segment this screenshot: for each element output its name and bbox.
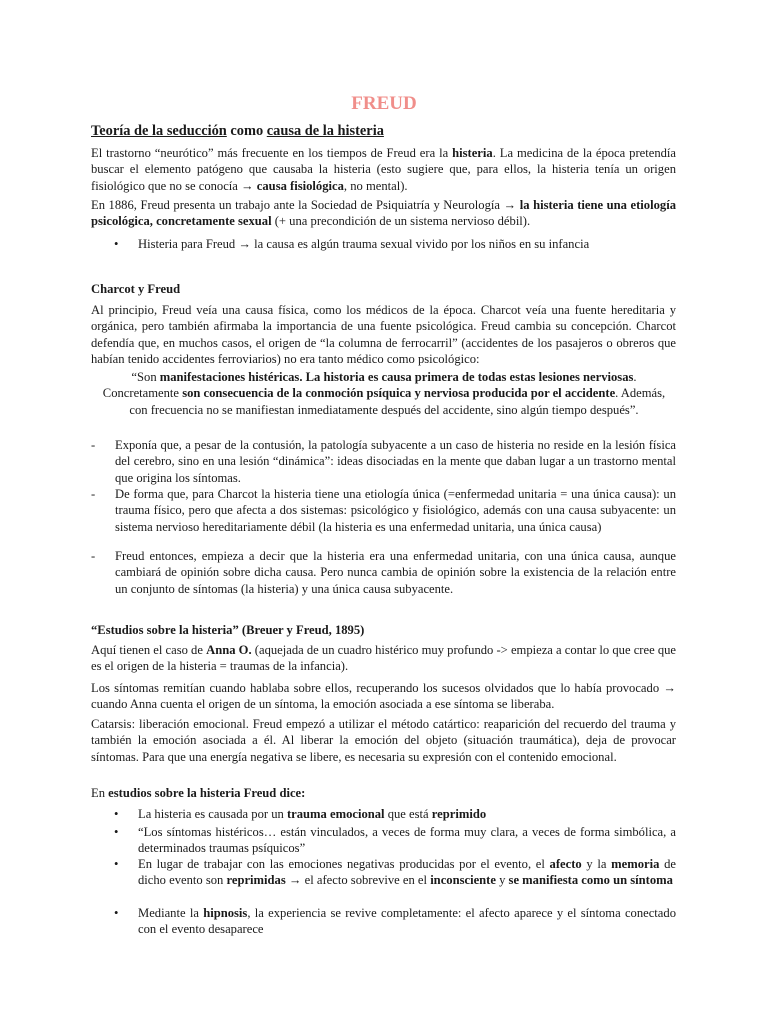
arrow-icon: →: [288, 873, 302, 888]
paragraph-anna: Aquí tienen el caso de Anna O. (aquejada de un cuadro histérico muy profundo -> empieza a contar lo que cree que es el origen de la histeria = traumas de la infancia).: [91, 643, 677, 674]
bullet-icon: •: [114, 807, 119, 821]
paragraph-freud-dice: En estudios sobre la histeria Freud dice:: [91, 786, 306, 800]
list-item: • Mediante la hipnosis, la experiencia se revive completamente: el afecto aparece y el síntoma conectado con el evento desaparece: [114, 906, 676, 937]
dash-icon: -: [91, 487, 96, 501]
paragraph-charcot: Al principio, Freud veía una causa física, como los médicos de la época. Charcot veía una fuente hereditaria y orgánica, pero también afirmaba la importancia de una fuente psicológica. Freud cambia su concepción. Charcot defendía que, en muchos casos, el origen de “la columna de ferrocarril” (accidentes de los pasajeros o obreros que habían tenido accidentes ferroviarios) no era tanto médico como psicológico:: [91, 303, 676, 366]
dash-item: - Freud entonces, empieza a decir que la histeria era una enfermedad unitaria, con una única causa, aunque cambiará de opinión sobre dicha causa. Pero nunca cambia de opinión sobre la existencia de la relación entre un conjunto de síntomas (la histeria) y una única causa subyacente.: [91, 549, 676, 596]
list-item: • Histeria para Freud → la causa es algún trauma sexual vivido por los niños en su infancia: [114, 237, 590, 251]
bullet-icon: •: [114, 906, 119, 920]
quote-block: “Son manifestaciones histéricas. La historia es causa primera de todas estas lesiones nerviosas. Concretamente son consecuencia de la conmoción psíquica y nerviosa producida por el accidente. Además, con frecuencia no se manifiestan inmediatamente después del accidente, sino algún tiempo después”.: [102, 370, 666, 417]
dash-item: - De forma que, para Charcot la histeria tiene una etiología única (=enfermedad unitaria = una única causa): un trauma físico, pero que afecta a dos sistemas: psicológico y fisiológico, además con una causa subyacente: un sistema nervioso hereditariamente débil (la histeria es una enfermedad unitaria, una única causa): [91, 487, 676, 534]
arrow-icon: →: [503, 198, 517, 212]
bullet-icon: •: [114, 237, 119, 251]
section-heading-estudios: “Estudios sobre la histeria” (Breuer y Freud, 1895): [91, 623, 365, 637]
section-heading-seduction: Teoría de la seducción como causa de la histeria: [91, 123, 384, 139]
list-item: • La histeria es causada por un trauma emocional que está reprimido: [114, 807, 487, 821]
bullet-icon: •: [114, 857, 119, 871]
paragraph-histeria-intro: El trastorno “neurótico” más frecuente en los tiempos de Freud era la histeria. La medicina de la época pretendía buscar el elemento patógeno que causaba la histeria (esto sugiere que, para ellos, la histeria tenía un origen fisiológico que no se conocía → causa fisiológica, no mental).: [91, 146, 677, 193]
paragraph-catarsis: Catarsis: liberación emocional. Freud empezó a utilizar el método catártico: reaparición del recuerdo del trauma y también la emoción asociada a él. Al liberar la emoción del objeto (situación traumática), deja de provocar síntomas. Para que una energía negativa se libere, es necesaria su expresión con el contenido emocional.: [91, 717, 676, 764]
arrow-icon: →: [663, 681, 676, 695]
list-item: • En lugar de trabajar con las emociones negativas producidas por el evento, el afecto y la memoria de dicho evento son reprimidas → el afecto sobrevive en el inconsciente y se manifiesta como un síntoma: [114, 857, 676, 888]
dash-item: - Exponía que, a pesar de la contusión, la patología subyacente a un caso de histeria no reside en la lesión física del cerebro, sino en una lesión “dinámica”: ideas disociadas en la mente que daban lugar a un trastorno mental que origina los síntomas.: [91, 438, 676, 485]
list-item: • “Los síntomas histéricos… están vinculados, a veces de forma muy clara, a veces de forma simbólica, a determinados traumas psíquicos”: [114, 825, 676, 856]
section-heading-charcot: Charcot y Freud: [91, 282, 181, 296]
bullet-icon: •: [114, 825, 119, 839]
arrow-icon: →: [238, 237, 251, 251]
page-title: FREUD: [351, 93, 417, 114]
dash-icon: -: [91, 438, 96, 452]
arrow-icon: →: [241, 178, 254, 193]
paragraph-1886: En 1886, Freud presenta un trabajo ante la Sociedad de Psiquiatría y Neurología → la histeria tiene una etiología psicológica, concretamente sexual (+ una precondición de un sistema nervioso débil).: [91, 198, 676, 229]
paragraph-sintomas: Los síntomas remitían cuando hablaba sobre ellos, recuperando los sucesos olvidados que lo había provocado → cuando Anna cuenta el origen de un síntoma, la emoción asociada a ese síntoma se liberaba.: [91, 681, 676, 712]
dash-icon: -: [91, 549, 96, 563]
